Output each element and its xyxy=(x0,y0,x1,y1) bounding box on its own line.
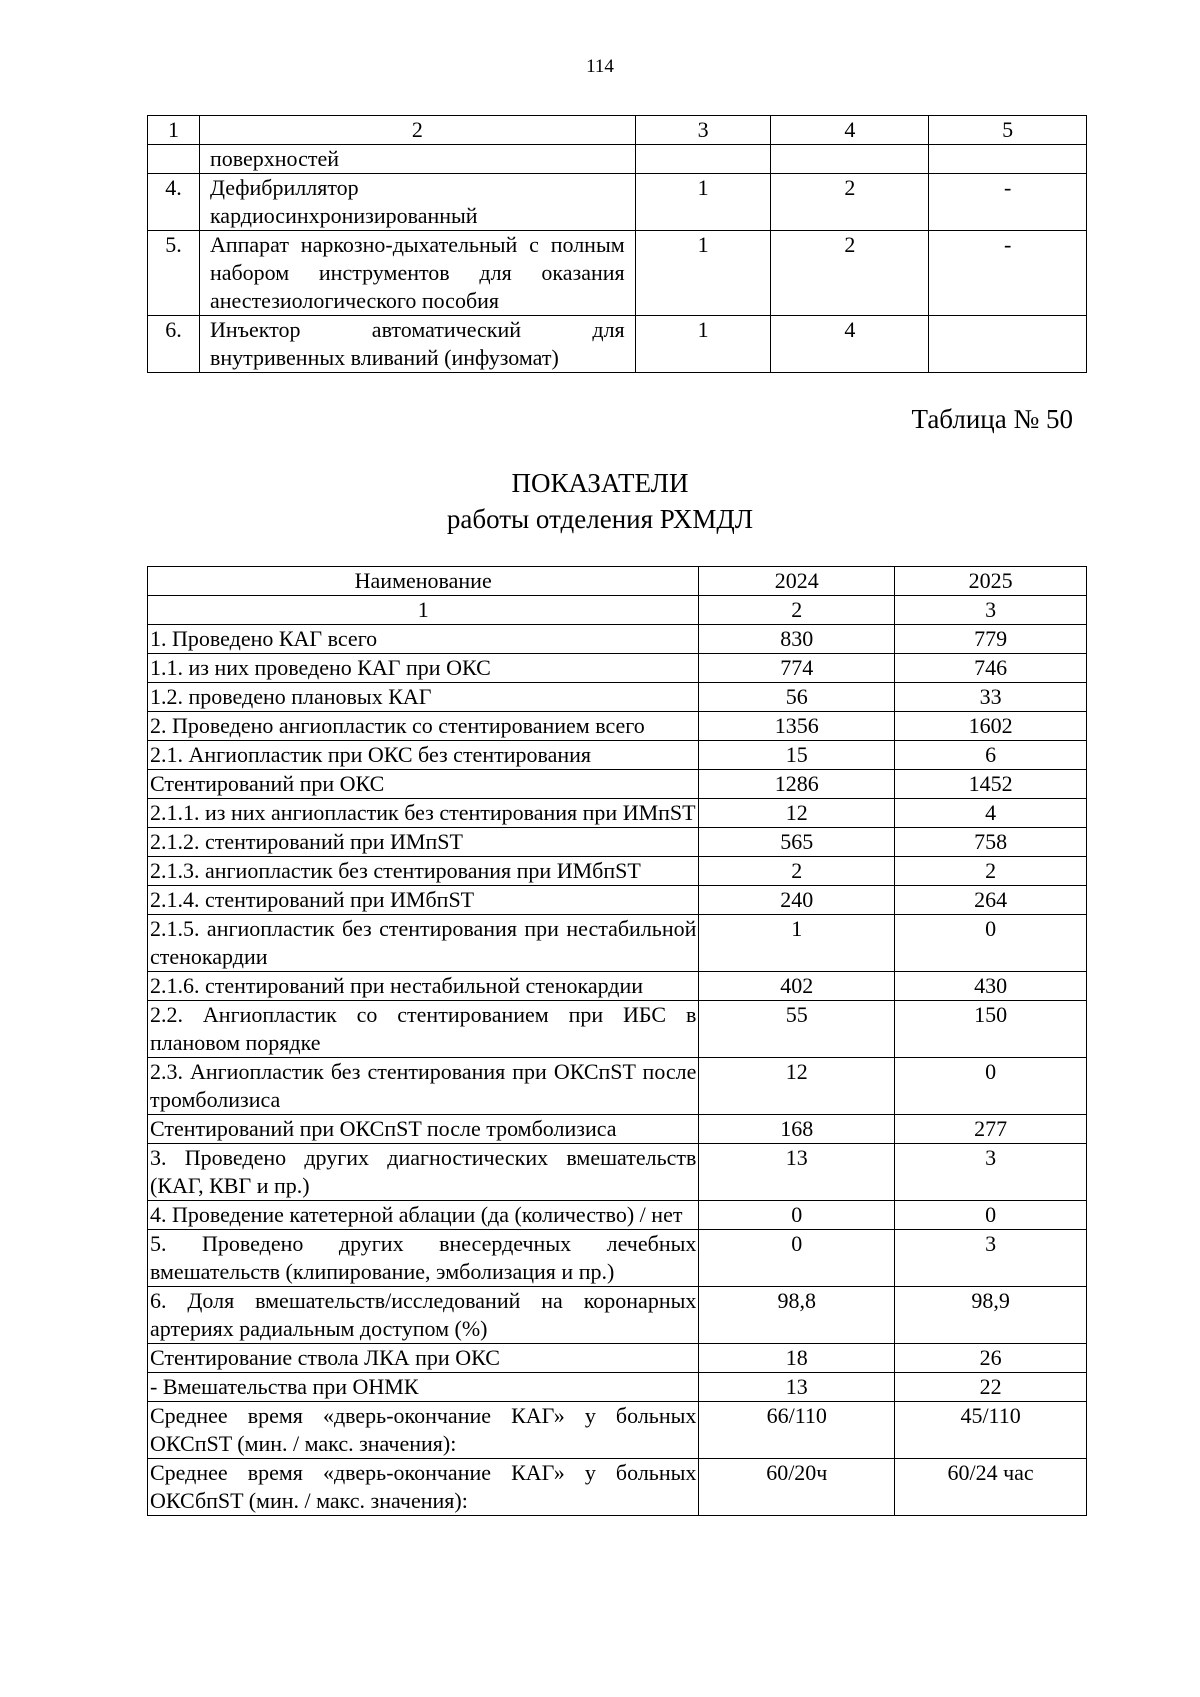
equipment-row xyxy=(148,145,1087,174)
equipment-header-cell: 2 xyxy=(199,116,635,145)
indicator-row xyxy=(148,1287,1087,1344)
equipment-header-cell: 4 xyxy=(771,116,929,145)
indicators-header-row xyxy=(148,567,1087,596)
indicator-row xyxy=(148,712,1087,741)
indicator-value-2025: 98,9 xyxy=(895,1287,1087,1344)
indicator-name: Стентирований при ОКС xyxy=(148,770,699,799)
indicator-name: 1. Проведено КАГ всего xyxy=(148,625,699,654)
indicator-value-2024: 12 xyxy=(699,799,895,828)
indicator-value-2024: 56 xyxy=(699,683,895,712)
indicator-value-2024: 774 xyxy=(699,654,895,683)
indicator-value-2024: 168 xyxy=(699,1115,895,1144)
indicator-value-2024: 15 xyxy=(699,741,895,770)
indicator-value-2025: 33 xyxy=(895,683,1087,712)
indicator-value-2025: 150 xyxy=(895,1001,1087,1058)
indicator-value-2024: 402 xyxy=(699,972,895,1001)
indicator-value-2025: 277 xyxy=(895,1115,1087,1144)
indicator-value-2025: 60/24 час xyxy=(895,1459,1087,1516)
indicator-name: 6. Доля вмешательств/исследований на коронарных артериях радиальным доступом (%) xyxy=(148,1287,699,1344)
indicators-index-cell: 3 xyxy=(895,596,1087,625)
indicator-value-2025: 0 xyxy=(895,1201,1087,1230)
indicator-value-2024: 0 xyxy=(699,1201,895,1230)
indicator-name: 1.2. проведено плановых КАГ xyxy=(148,683,699,712)
equipment-header-cell: 5 xyxy=(929,116,1087,145)
indicator-name: 2.1.6. стентирований при нестабильной стенокардии xyxy=(148,972,699,1001)
indicator-name: 2.1.4. стентирований при ИМбпST xyxy=(148,886,699,915)
indicator-value-2024: 60/20ч xyxy=(699,1459,895,1516)
indicator-value-2025: 264 xyxy=(895,886,1087,915)
equipment-col4 xyxy=(771,145,929,174)
indicator-value-2025: 430 xyxy=(895,972,1087,1001)
equipment-name: Инъектор автоматический для внутривенных вливаний (инфузомат) xyxy=(199,316,635,373)
indicator-value-2024: 55 xyxy=(699,1001,895,1058)
indicator-name: - Вмешательства при ОНМК xyxy=(148,1373,699,1402)
indicator-value-2024: 13 xyxy=(699,1144,895,1201)
equipment-col3 xyxy=(635,145,771,174)
indicator-value-2025: 45/110 xyxy=(895,1402,1087,1459)
equipment-col4: 2 xyxy=(771,174,929,231)
indicator-value-2025: 22 xyxy=(895,1373,1087,1402)
indicator-value-2025: 4 xyxy=(895,799,1087,828)
indicator-name: 2.1.2. стентирований при ИМпST xyxy=(148,828,699,857)
table-subtitle: работы отделения РХМДЛ xyxy=(446,504,754,534)
equipment-number: 4. xyxy=(148,174,200,231)
indicator-name: Среднее время «дверь-окончание КАГ» у больных ОКСпST (мин. / макс. значения): xyxy=(148,1402,699,1459)
indicator-name: 2.1. Ангиопластик при ОКС без стентирования xyxy=(148,741,699,770)
indicator-value-2025: 1602 xyxy=(895,712,1087,741)
indicator-name: 2. Проведено ангиопластик со стентированием всего xyxy=(148,712,699,741)
equipment-col5: - xyxy=(929,174,1087,231)
indicator-row xyxy=(148,1402,1087,1459)
indicator-value-2024: 1 xyxy=(699,915,895,972)
indicator-value-2025: 3 xyxy=(895,1230,1087,1287)
equipment-col3: 1 xyxy=(635,231,771,316)
indicator-value-2024: 12 xyxy=(699,1058,895,1115)
equipment-name: Аппарат наркозно-дыхательный с полным набором инструментов для оказания анестезиологического пособия xyxy=(199,231,635,316)
equipment-row xyxy=(148,316,1087,373)
indicators-table xyxy=(147,566,1087,1516)
equipment-col3: 1 xyxy=(635,174,771,231)
indicators-index-row xyxy=(148,596,1087,625)
indicator-name: 2.2. Ангиопластик со стентированием при ИБС в плановом порядке xyxy=(148,1001,699,1058)
indicator-name: 2.1.1. из них ангиопластик без стентирования при ИМпST xyxy=(148,799,699,828)
indicator-row xyxy=(148,1001,1087,1058)
indicator-value-2025: 0 xyxy=(895,1058,1087,1115)
equipment-number: 6. xyxy=(148,316,200,373)
indicator-row xyxy=(148,828,1087,857)
indicator-row xyxy=(148,915,1087,972)
indicator-row xyxy=(148,1230,1087,1287)
indicator-name: Стентирований при ОКСпST после тромболизиса xyxy=(148,1115,699,1144)
equipment-header-cell: 1 xyxy=(148,116,200,145)
indicator-value-2024: 240 xyxy=(699,886,895,915)
indicator-value-2024: 1356 xyxy=(699,712,895,741)
equipment-col5: - xyxy=(929,231,1087,316)
equipment-col4: 2 xyxy=(771,231,929,316)
indicator-value-2024: 66/110 xyxy=(699,1402,895,1459)
indicators-header-cell: 2025 xyxy=(895,567,1087,596)
indicator-value-2024: 0 xyxy=(699,1230,895,1287)
table-number: Таблица № 50 xyxy=(911,404,1073,434)
indicator-value-2025: 6 xyxy=(895,741,1087,770)
indicator-name: 2.1.3. ангиопластик без стентирования при ИМбпST xyxy=(148,857,699,886)
indicator-value-2025: 2 xyxy=(895,857,1087,886)
equipment-header-cell: 3 xyxy=(635,116,771,145)
indicator-value-2025: 758 xyxy=(895,828,1087,857)
indicator-row xyxy=(148,1058,1087,1115)
indicators-index-cell: 1 xyxy=(148,596,699,625)
indicator-value-2025: 1452 xyxy=(895,770,1087,799)
indicator-row xyxy=(148,799,1087,828)
indicator-name: Среднее время «дверь-окончание КАГ» у больных ОКСбпST (мин. / макс. значения): xyxy=(148,1459,699,1516)
page-number: 114 xyxy=(586,56,614,77)
indicator-row xyxy=(148,741,1087,770)
indicator-name: 4. Проведение катетерной аблации (да (количество) / нет xyxy=(148,1201,699,1230)
indicator-row xyxy=(148,1201,1087,1230)
indicator-row xyxy=(148,857,1087,886)
equipment-header-row xyxy=(148,116,1087,145)
indicator-value-2025: 746 xyxy=(895,654,1087,683)
indicator-value-2025: 779 xyxy=(895,625,1087,654)
indicator-row xyxy=(148,1373,1087,1402)
equipment-row xyxy=(148,174,1087,231)
indicator-name: 3. Проведено других диагностических вмешательств (КАГ, КВГ и пр.) xyxy=(148,1144,699,1201)
indicator-name: Стентирование ствола ЛКА при ОКС xyxy=(148,1344,699,1373)
equipment-col5 xyxy=(929,316,1087,373)
indicator-value-2024: 2 xyxy=(699,857,895,886)
indicator-row xyxy=(148,770,1087,799)
indicator-value-2024: 98,8 xyxy=(699,1287,895,1344)
indicator-name: 2.1.5. ангиопластик без стентирования при нестабильной стенокардии xyxy=(148,915,699,972)
indicator-value-2024: 830 xyxy=(699,625,895,654)
indicator-row xyxy=(148,1459,1087,1516)
indicator-name: 1.1. из них проведено КАГ при ОКС xyxy=(148,654,699,683)
indicator-value-2025: 26 xyxy=(895,1344,1087,1373)
table-title: ПОКАЗАТЕЛИ xyxy=(511,468,689,498)
indicator-name: 5. Проведено других внесердечных лечебных вмешательств (клипирование, эмболизация и пр.) xyxy=(148,1230,699,1287)
indicators-header-cell: Наименование xyxy=(148,567,699,596)
indicator-name: 2.3. Ангиопластик без стентирования при ОКСпST после тромболизиса xyxy=(148,1058,699,1115)
indicator-value-2024: 565 xyxy=(699,828,895,857)
indicators-index-cell: 2 xyxy=(699,596,895,625)
indicator-row xyxy=(148,972,1087,1001)
indicator-row xyxy=(148,654,1087,683)
equipment-col3: 1 xyxy=(635,316,771,373)
equipment-row xyxy=(148,231,1087,316)
equipment-number xyxy=(148,145,200,174)
equipment-table xyxy=(147,115,1087,373)
equipment-name: Дефибриллятор кардиосинхронизированный xyxy=(199,174,635,231)
equipment-name: поверхностей xyxy=(199,145,635,174)
indicator-row xyxy=(148,625,1087,654)
indicator-row xyxy=(148,1344,1087,1373)
indicator-row xyxy=(148,1115,1087,1144)
indicator-value-2025: 3 xyxy=(895,1144,1087,1201)
indicator-value-2024: 13 xyxy=(699,1373,895,1402)
indicators-header-cell: 2024 xyxy=(699,567,895,596)
equipment-col5 xyxy=(929,145,1087,174)
indicator-row xyxy=(148,1144,1087,1201)
indicator-row xyxy=(148,886,1087,915)
indicator-row xyxy=(148,683,1087,712)
indicator-value-2024: 1286 xyxy=(699,770,895,799)
indicator-value-2025: 0 xyxy=(895,915,1087,972)
equipment-number: 5. xyxy=(148,231,200,316)
equipment-col4: 4 xyxy=(771,316,929,373)
indicator-value-2024: 18 xyxy=(699,1344,895,1373)
